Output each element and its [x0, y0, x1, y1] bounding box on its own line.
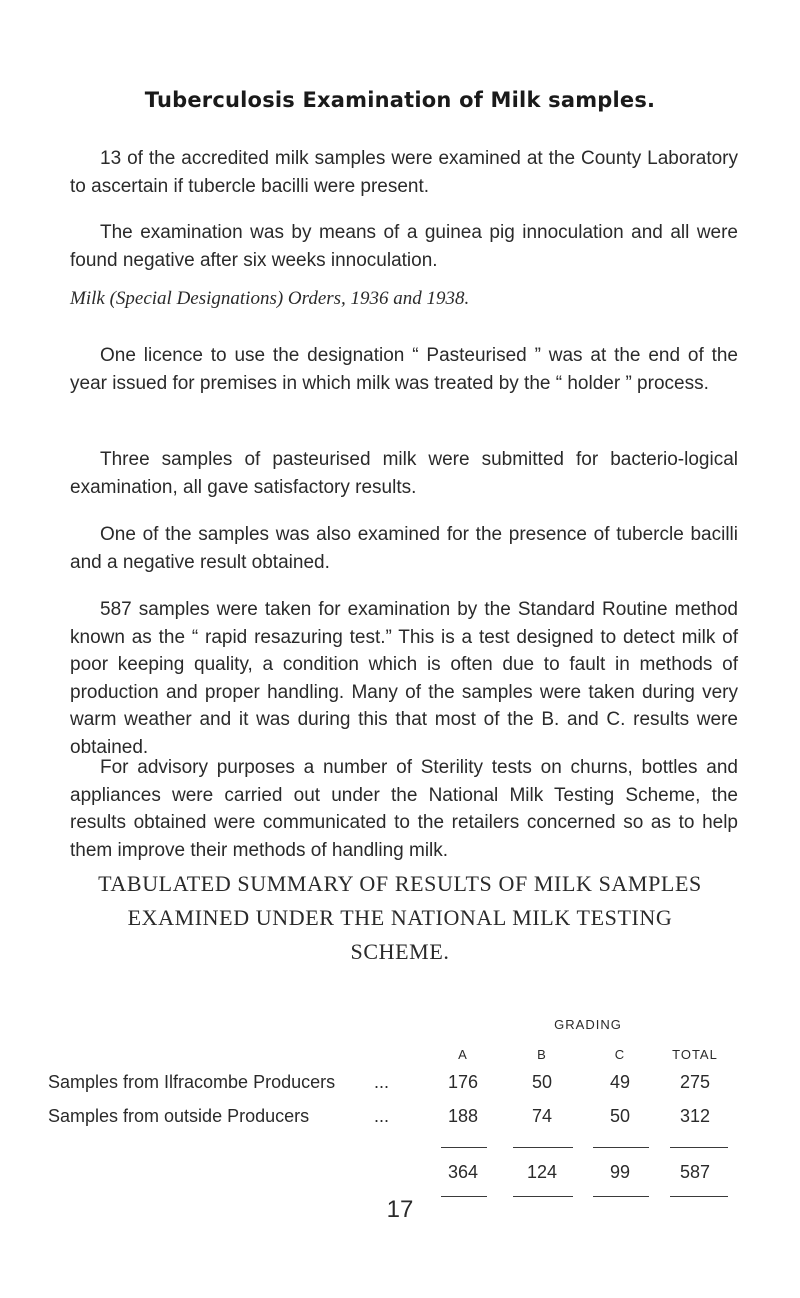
orders-heading: Milk (Special Designations) Orders, 1936 and 1938.: [70, 288, 470, 309]
total-b: 124: [526, 1162, 558, 1182]
paragraph-resazurin: 587 samples were taken for examination by the Standard Routine method known as the “ rapid resazuring test.” This is a test designed to detect milk of poor keeping quality, a condition which is often due to fault in methods of production and proper handling. Many of the samples were taken during very warm weather and it was during this that most of the B. and C. results were obtained.: [70, 599, 738, 758]
cell-total: 275: [679, 1072, 711, 1092]
paragraph-tubercle: One of the samples was also examined for the presence of tubercle bacilli and a negative result obtained.: [70, 524, 738, 573]
cell-b: 50: [531, 1072, 553, 1092]
column-header-b: B: [537, 1047, 547, 1062]
grading-header: GRADING: [554, 1017, 622, 1032]
column-header-c: C: [614, 1047, 626, 1062]
leader-dots: ...: [374, 1072, 390, 1092]
total-a: 364: [447, 1162, 479, 1182]
page-number: 17: [386, 1196, 414, 1223]
paragraph-guinea-pig: The examination was by means of a guinea pig innoculation and all were found negative after six weeks innoculation.: [70, 222, 738, 271]
summary-title-line-2: EXAMINED UNDER THE NATIONAL MILK TESTING: [127, 905, 673, 930]
row-label: Samples from Ilfracombe Producers: [48, 1072, 336, 1092]
cell-b: 74: [531, 1106, 553, 1126]
page-heading: Tuberculosis Examination of Milk samples.: [144, 88, 656, 112]
cell-a: 176: [447, 1072, 479, 1092]
summary-title-line-3: SCHEME.: [350, 939, 450, 964]
column-header-total: TOTAL: [672, 1047, 718, 1062]
paragraph-licence: One licence to use the designation “ Pasteurised ” was at the end of the year issued for premises in which milk was treated by the “ holder ” process.: [70, 345, 738, 394]
cell-a: 188: [447, 1106, 479, 1126]
cell-c: 49: [609, 1072, 631, 1092]
sum-rule: [593, 1147, 649, 1148]
sum-rule: [441, 1147, 487, 1148]
paragraph-pasteurised-samples: Three samples of pasteurised milk were submitted for bacterio-logical examination, all gave satisfactory results.: [70, 449, 738, 498]
total-grand: 587: [679, 1162, 711, 1182]
cell-c: 50: [609, 1106, 631, 1126]
column-header-a: A: [458, 1047, 468, 1062]
paragraph-sterility: For advisory purposes a number of Sterility tests on churns, bottles and appliances were carried out under the National Milk Testing Scheme, the results obtained were communicated to the retailers concerned so as to help them improve their methods of handling milk.: [70, 757, 738, 861]
total-c: 99: [609, 1162, 631, 1182]
leader-dots: ...: [374, 1106, 390, 1126]
summary-title-line-1: TABULATED SUMMARY OF RESULTS OF MILK SAMPLES: [98, 871, 702, 896]
cell-total: 312: [679, 1106, 711, 1126]
sum-rule: [513, 1147, 573, 1148]
sum-rule: [670, 1147, 728, 1148]
row-label: Samples from outside Producers: [48, 1106, 310, 1126]
paragraph-accredited-samples: 13 of the accredited milk samples were examined at the County Laboratory to ascertain if tubercle bacilli were present.: [70, 148, 738, 197]
